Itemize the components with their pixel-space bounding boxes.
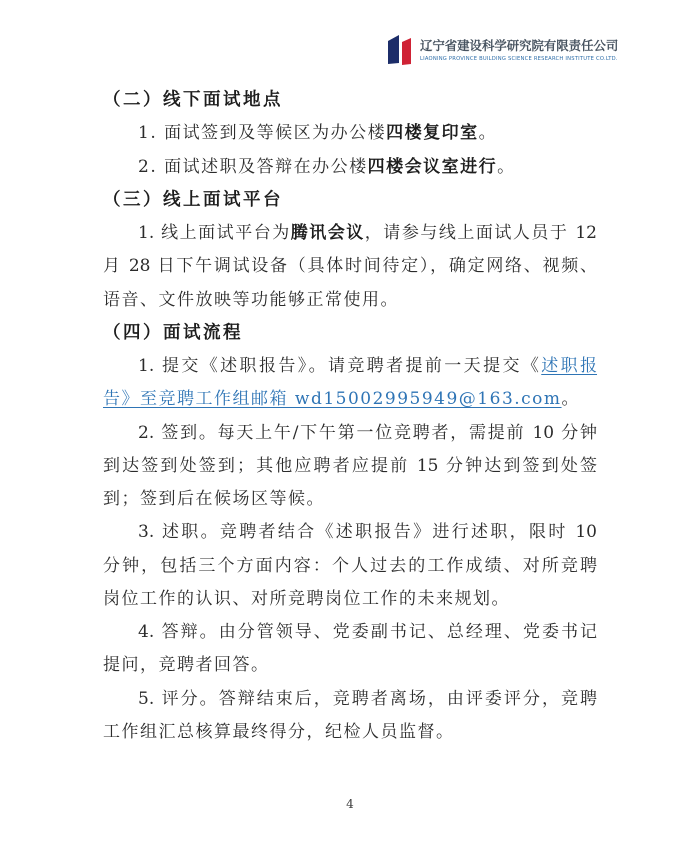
text-segment: 1. 线上面试平台为: [138, 223, 291, 243]
text-segment: 2. 面试述职及答辩在办公楼: [138, 156, 368, 177]
heading-offline-interview-location: （二）线下面试地点: [103, 90, 283, 110]
paragraph-line: 月 28 日下午调试设备（具体时间待定），确定网络、视频、: [103, 256, 597, 277]
company-letterhead: [386, 33, 618, 67]
email-link[interactable]: 告》至竞聘工作组邮箱 wd15002995949@163.com: [103, 389, 562, 410]
paragraph-line: 到；签到后在候场区等候。: [103, 489, 325, 509]
list-item-scoring: 5. 评分。答辩结束后，竞聘者离场，由评委评分，竞聘: [138, 688, 597, 709]
text-segment: 1. 提交《述职报告》。请竞聘者提前一天提交《: [138, 356, 542, 376]
text-segment: ，请参与线上面试人员于 12: [364, 223, 597, 243]
paragraph-line: 语音、文件放映等功能够正常使用。: [103, 289, 399, 310]
list-item-submit-report: [103, 350, 597, 383]
paragraph-line: [103, 217, 597, 250]
text-segment: 。: [478, 123, 498, 144]
text-segment: 。: [561, 389, 581, 410]
company-logo-icon: [386, 33, 414, 67]
list-item-signin: 2. 签到。每天上午/下午第一位竞聘者，需提前 10 分钟: [138, 422, 597, 443]
bold-segment-copyroom: 四楼复印室: [386, 123, 479, 144]
bold-segment-meetingroom: 四楼会议室进行: [367, 156, 498, 177]
paragraph-line: 工作组汇总核算最终得分，纪检人员监督。: [103, 721, 455, 742]
company-name-cn: 辽宁省建设科学研究院有限责任公司: [420, 38, 619, 53]
heading-interview-process: （四）面试流程: [103, 322, 243, 343]
company-name-en: LIAONING PROVINCE BUILDING SCIENCE RESEARCH INSTITUTE CO.LTD.: [420, 55, 618, 62]
document-body: [103, 84, 597, 749]
paragraph-line: 岗位工作的认识、对所竞聘岗位工作的未来规划。: [103, 588, 510, 609]
text-segment: 。: [497, 156, 516, 177]
bold-segment-tencent-meeting: 腾讯会议: [290, 223, 365, 243]
list-item-defense: 4. 答辩。由分管领导、党委副书记、总经理、党委书记: [138, 622, 597, 642]
paragraph-line: 提问，竞聘者回答。: [103, 655, 270, 676]
company-name-block: [420, 33, 618, 62]
list-item-defense-room: [103, 151, 597, 184]
page-number: 4: [346, 797, 354, 811]
list-item-submit-report-cont: [103, 383, 597, 416]
report-link[interactable]: 述职报: [541, 356, 598, 376]
list-item-signin-area: [103, 117, 597, 150]
text-segment: 1. 面试签到及等候区为办公楼: [138, 123, 387, 144]
list-item-presentation: 3. 述职。竞聘者结合《述职报告》进行述职，限时 10: [138, 522, 597, 543]
paragraph-line: 到达签到处签到；其他应聘者应提前 15 分钟达到签到处签: [103, 455, 597, 476]
heading-online-interview-platform: （三）线上面试平台: [103, 189, 283, 210]
paragraph-line: 分钟，包括三个方面内容：个人过去的工作成绩、对所竞聘: [103, 555, 597, 576]
